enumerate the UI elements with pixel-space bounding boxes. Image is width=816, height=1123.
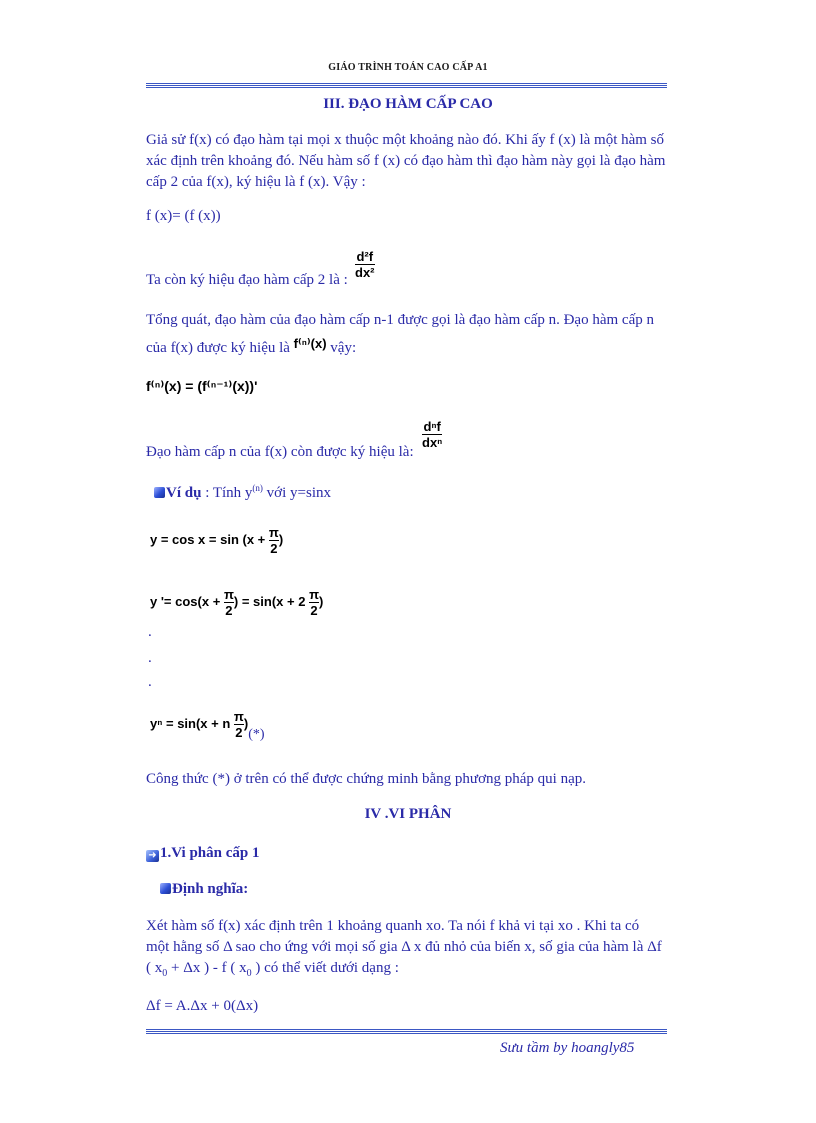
notation2-text: Ta còn ký hiệu đạo hàm cấp 2 là :: [146, 272, 348, 288]
subsection-1-label: 1.Vi phân cấp 1: [160, 845, 260, 861]
def-line2: một hằng số Δ sao cho ứng với mọi số gia Δ x đủ nhỏ của biến x, số gia của hàm là Δf: [146, 939, 662, 955]
eq2-den2: 2: [310, 603, 318, 618]
example-eq2: [150, 588, 323, 617]
general-line2: [146, 336, 356, 357]
bullet-icon: [154, 487, 165, 498]
example-text-b: với y=sinx: [262, 485, 331, 501]
general-line1: Tổng quát, đạo hàm của đạo hàm cấp n-1 được gọi là đạo hàm cấp n. Đạo hàm cấp n: [146, 312, 654, 328]
eq1-num: π: [268, 525, 279, 540]
section3-intro: Giả sử f(x) có đạo hàm tại mọi x thuộc một khoảng nào đó. Khi ấy f (x) là một hàm số xác định trên khoảng đó. Nếu hàm số f (x) có đạo hàm thì đạo hàm này gọi là đạo hàm cấp 2 của f(x), ký hiệu là f (x). Vậy :: [146, 132, 666, 190]
def-line3c: ) có thể viết dưới dạng :: [251, 960, 399, 976]
eq3-num: π: [233, 709, 244, 724]
eq1-den: 2: [270, 541, 278, 556]
notation-n-fraction: [422, 420, 442, 449]
eq3-tag: (*): [248, 726, 265, 742]
eq2-den: 2: [225, 603, 233, 618]
def-line3a: ( x: [146, 960, 163, 976]
eq2-num2: π: [309, 587, 320, 602]
eq3-left: yⁿ = sin(x + n: [150, 715, 231, 731]
eq1-left: y = cos x = sin (x +: [150, 531, 266, 547]
example-label: Ví dụ: [166, 485, 202, 501]
definition-label: Định nghĩa:: [172, 881, 249, 897]
definition-heading: [160, 881, 248, 898]
header-title: GIÁO TRÌNH TOÁN CAO CẤP A1: [328, 62, 488, 73]
section4-heading: IV .VI PHÂN: [364, 806, 452, 822]
eq2-right: ): [319, 593, 324, 609]
example-eq3: [150, 710, 265, 743]
example-conclusion: Công thức (*) ở trên có thể được chứng minh bằng phương pháp qui nạp.: [146, 771, 586, 787]
footer-rule: [146, 1029, 667, 1034]
def-sub0: 0: [162, 968, 168, 979]
formula-df: Δf = A.Δx + 0(Δx): [146, 998, 259, 1014]
example-sup: (n): [252, 483, 263, 493]
example-line: [154, 483, 331, 502]
footer-credit: Sưu tầm by hoangly85: [500, 1040, 635, 1056]
notation-n-text: Đạo hàm cấp n của f(x) còn được ký hiệu là:: [146, 444, 414, 460]
def-line3b: + Δx ) - f ( x: [167, 960, 247, 976]
notation2-fraction: [355, 250, 375, 279]
def-line3: [146, 960, 399, 979]
subsection-1: [146, 845, 259, 862]
eq3-right: ): [243, 715, 249, 731]
example-text-a: : Tính y: [201, 485, 253, 501]
dot-3: .: [148, 674, 152, 690]
eq2-num: π: [223, 587, 234, 602]
eq2-left: y '= cos(x +: [150, 593, 221, 609]
dot-1: .: [148, 624, 152, 640]
notation-n-num: dⁿf: [423, 419, 441, 434]
general-line2a: của f(x) được ký hiệu là: [146, 340, 290, 356]
section3-heading: III. ĐẠO HÀM CẤP CAO: [323, 96, 493, 112]
formula-nth-derivative: f⁽ⁿ⁾(x) = (f⁽ⁿ⁻¹⁾(x))': [146, 378, 258, 394]
bullet-icon: [160, 883, 171, 894]
notation2-den: dx²: [355, 265, 375, 280]
notation-n-den: dxⁿ: [422, 435, 443, 450]
notation2-num: d²f: [356, 249, 374, 264]
general-symbol: f⁽ⁿ⁾(x): [293, 336, 327, 351]
def-line1: Xét hàm số f(x) xác định trên 1 khoảng quanh xo. Ta nói f khả vi tại xo . Khi ta có: [146, 918, 640, 934]
eq1-right: ): [278, 531, 284, 547]
eq2-mid: ) = sin(x + 2: [233, 593, 306, 609]
arrow-icon: ➜: [146, 850, 159, 862]
def-sub1: 0: [246, 968, 252, 979]
example-eq1: [150, 526, 283, 555]
general-line2b: vậy:: [330, 340, 357, 356]
dot-2: .: [148, 650, 152, 666]
header-rule: [146, 83, 667, 88]
formula-second-derivative: f (x)= (f (x)): [146, 208, 221, 224]
eq3-den: 2: [235, 725, 243, 740]
